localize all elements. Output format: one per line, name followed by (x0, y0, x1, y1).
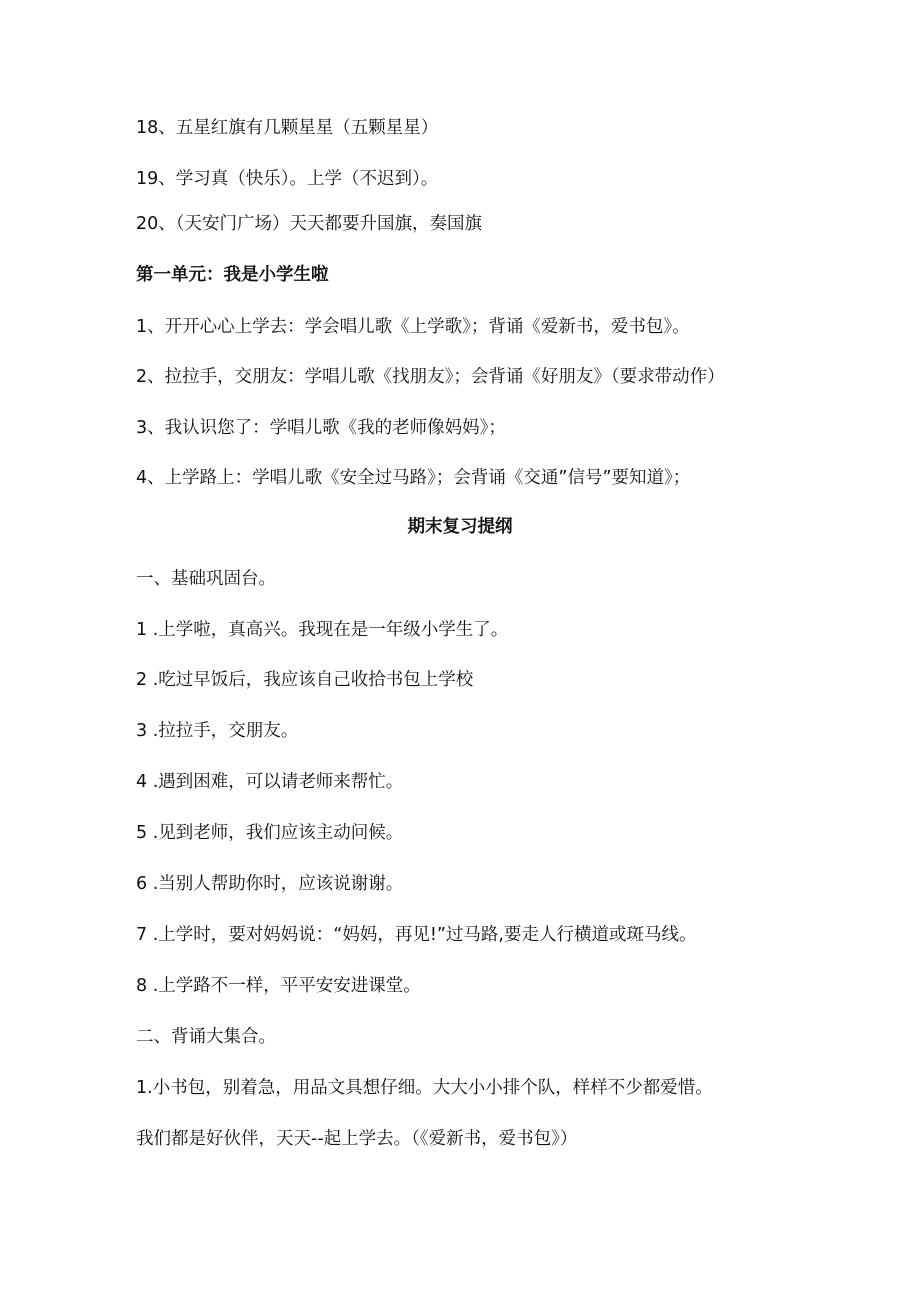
review-item-2: 2 .吃过早饭后，我应该自己收拾书包上学校 (136, 670, 474, 690)
qa-line-18: 18、五星红旗有几颗星星（五颗星星） (136, 118, 439, 138)
unit1-item-2: 2、拉拉手，交朋友：学唱儿歌《找朋友》；会背诵《好朋友》（要求带动作） (136, 367, 725, 387)
unit1-item-3: 3、我认识您了：学唱儿歌《我的老师像妈妈》； (136, 418, 506, 438)
section-2-heading: 二、背诵大集合。 (136, 1027, 276, 1047)
unit1-item-1: 1、开开心心上学去：学会唱儿歌《上学歌》；背诵《爱新书，爱书包》。 (136, 317, 690, 337)
unit1-item-4: 4、上学路上：学唱儿歌《安全过马路》；会背诵《交通”信号”要知道》； (136, 468, 691, 488)
review-item-1: 1 .上学啦，真高兴。我现在是一年级小学生了。 (136, 620, 509, 640)
recite-line-1: 1.小书包，别着急，用品文具想仔细。大大小小排个队，样样不少都爱惜。 (136, 1078, 713, 1098)
review-item-8: 8 .上学路不一样，平平安安进课堂。 (136, 976, 421, 996)
review-title: 期末复习提纲 (407, 517, 513, 537)
review-item-6: 6 .当别人帮助你时，应该说谢谢。 (136, 874, 404, 894)
review-item-7: 7 .上学时，要对妈妈说：“妈妈，再见!”过马路,要走人行横道或斑马线。 (136, 925, 697, 945)
review-item-5: 5 .见到老师，我们应该主动问候。 (136, 823, 404, 843)
section-1-heading: 一、基础巩固台。 (136, 569, 276, 589)
review-item-4: 4 .遇到困难，可以请老师来帮忙。 (136, 772, 404, 792)
qa-line-19: 19、学习真（快乐）。上学（不迟到）。 (136, 169, 439, 189)
unit1-heading: 第一单元：我是小学生啦 (136, 265, 329, 285)
qa-line-20: 20、（天安门广场）天天都要升国旗，奏国旗 (136, 214, 483, 234)
review-item-3: 3 .拉拉手，交朋友。 (136, 721, 299, 741)
recite-line-2: 我们都是好伙伴，天天--起上学去。（《爱新书，爱书包》） (136, 1129, 578, 1149)
